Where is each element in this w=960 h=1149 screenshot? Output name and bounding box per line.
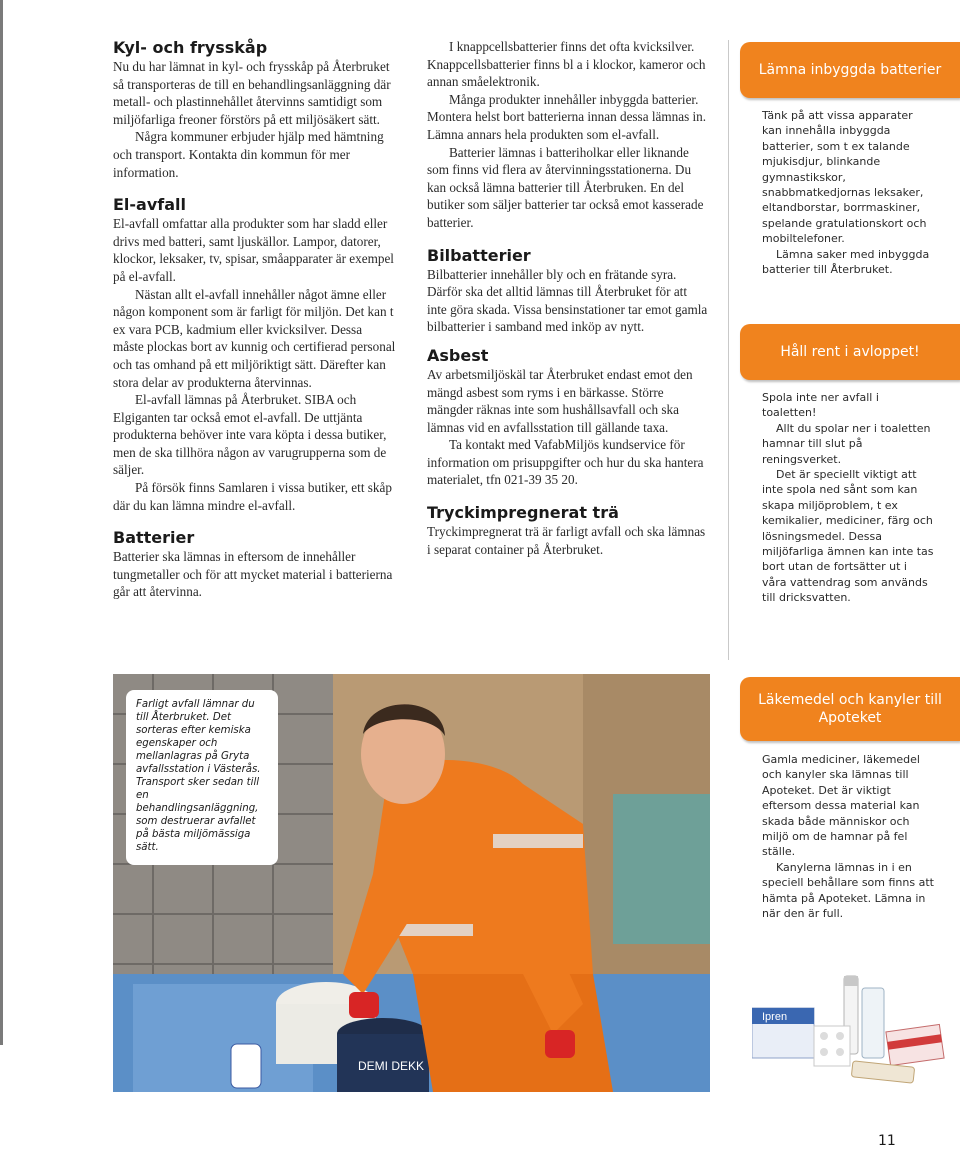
spray-bottle-icon xyxy=(862,988,884,1058)
pill-strip-icon xyxy=(851,1061,914,1083)
el-paragraph-2: Nästan allt el-avfall innehåller något ämne eller någon komponent som är farligt för miljön. Det kan t ex vara PCB, kadmium eller kvicksilver. Dessa måste plockas bort av kunnig och certifierad personal och tas omhand på ett miljöriktigt sätt. Därefter kan stora delar av produkterna återvinnas. xyxy=(113,286,396,390)
box-header-avloppet xyxy=(740,324,960,380)
el-paragraph-1: El-avfall omfattar alla produkter som har sladd eller drivs med batteri, samt ljuskällor. Lampor, datorer, klockor, leksaker, tv, spisar, småapparater är exempel på el-avfall. xyxy=(113,216,394,284)
box2-paragraph-1: Spola inte ner avfall i toaletten! xyxy=(762,391,879,420)
column-2 xyxy=(427,38,710,558)
box-body-lakemedel xyxy=(762,752,934,921)
asbest-paragraph-1: Av arbetsmiljöskäl tar Återbruket endast emot den mängd asbest som ryms i en bärkasse. Större mängder räknas inte som hushållsavfall och ska lämnas vid en avfallsstation till gällande taxa. xyxy=(427,366,693,435)
box-header-lakemedel xyxy=(740,677,960,741)
box2-paragraph-3: Det är speciellt viktigt att inte spola ned sånt som kan skapa miljöproblem, t ex kemikalier, mediciner, färg och lösningsmedel. Dessa miljöfarliga ämnen kan inte tas bort utan de fortsätter ut i våra vattendrag som används till dricksvatten. xyxy=(762,468,934,605)
el-paragraph-3: El-avfall lämnas på Återbruket. SIBA och Elgiganten tar också emot el-avfall. De uttjänta produkterna behöver inte vara köpta i dessa butiker, men de ska tillhöra någon av varugrupperna som de säljer. xyxy=(113,392,387,478)
heading-bilbatterier: Bilbatterier xyxy=(427,245,531,265)
box-title-lakemedel: Läkemedel och kanyler till Apoteket xyxy=(758,692,942,726)
red-glove-right xyxy=(545,1030,575,1058)
asbest-paragraph-2: Ta kontakt med VafabMiljös kundservice för information om prisuppgifter och hur du ska hantera materialet, tfn 021-39 35 20. xyxy=(427,437,704,488)
heading-batterier: Batterier xyxy=(113,528,195,548)
kyl-paragraph-1: Nu du har lämnat in kyl- och frysskåp på Återbruket så transporteras de till en behandlingsanläggning där metall- och plastinnehållet återvinns samtidigt som miljöfarliga freoner förstörs på ett miljösäkert sätt. xyxy=(113,59,391,127)
page-number: 11 xyxy=(878,1133,896,1149)
heading-kyl: Kyl- och frysskåp xyxy=(113,38,268,57)
box-title-avloppet: Håll rent i avloppet! xyxy=(780,344,920,360)
red-glove-left xyxy=(349,992,379,1018)
box1-paragraph-1: Tänk på att vissa apparater kan innehålla inbyggda batterier, som t ex talande mjukisdjur, blinkande gymnastikskor, snabbmatkedjornas leksaker, eltandborstar, borrmaskiner, spelande gratulationskort och mobiltelefoner. xyxy=(762,109,927,246)
box1-paragraph-2: Lämna saker med inbyggda batterier till Återbruket. xyxy=(762,247,930,277)
photo-caption: Farligt avfall lämnar du till Återbruket. Det sorteras efter kemiska egenskaper och mellanlagras på Gryta avfallsstation i Västerås. Transport sker sedan till en behandlingsanläggning, som destruerar avfallet på bästa miljömässiga sätt. xyxy=(126,690,278,865)
box-title-inbyggda-batterier: Lämna inbyggda batterier xyxy=(758,62,942,78)
blister-pack-icon xyxy=(814,1026,850,1066)
batterier-paragraph-3: Många produkter innehåller inbyggda batterier. Montera helst bort batterierna innan dessa lämnas in. Lämna annars hela produkten som el-avfall. xyxy=(427,91,707,142)
kyl-paragraph-2: Några kommuner erbjuder hjälp med hämtning och transport. Kontakta din kommun för mer information. xyxy=(113,129,384,180)
el-paragraph-4: På försök finns Samlaren i vissa butiker, ett skåp där du kan lämna mindre el-avfall. xyxy=(113,480,392,513)
heading-asbest: Asbest xyxy=(427,345,489,365)
spray-can xyxy=(231,1044,261,1088)
box-body-avloppet xyxy=(762,390,934,606)
medicines-illustration xyxy=(752,968,952,1088)
batterier-paragraph-4: Batterier lämnas i batteriholkar eller liknande som finns vid flera av återvinningsstationerna. Du kan också lämna batterier till Återbruken. En del butiker som säljer batterier tar också emot kasserade batterier. xyxy=(427,144,704,230)
box3-paragraph-2: Kanylerna lämnas in i en speciell behållare som finns att hämta på Apoteket. Lämna in när den är full. xyxy=(762,860,934,921)
tryckimpregnerat-paragraph: Tryckimpregnerat trä är farligt avfall och ska lämnas i separat container på Återbruket. xyxy=(427,524,706,557)
bilbatterier-paragraph: Bilbatterier innehåller bly och en frätande syra. Därför ska det alltid lämnas till Återbruket för att inte göra skada. Vissa bensinstationer tar emot gamla bilbatterier i samband med inköp av nytt. xyxy=(427,266,708,335)
batterier-paragraph-1: Batterier ska lämnas in eftersom de innehåller tungmetaller och för att mycket material i batterierna går att återvinna. xyxy=(113,549,393,600)
box2-paragraph-2: Allt du spolar ner i toaletten hamnar till slut på reningsverket. xyxy=(762,421,931,466)
heading-el-avfall: El-avfall xyxy=(113,195,187,215)
box3-paragraph-1: Gamla mediciner, läkemedel och kanyler ska lämnas till Apoteket. Det är viktigt eftersom dessa material kan skada både människor och miljö om de hamnar på fel ställe. xyxy=(762,753,920,859)
column-divider xyxy=(728,40,729,660)
box-header-inbyggda-batterier xyxy=(740,42,960,98)
box-body-inbyggda-batterier xyxy=(762,108,934,277)
batterier-paragraph-2: I knappcellsbatterier finns det ofta kvicksilver. Knappcellsbatterier finns bl a i klockor, kameror och annan småelektronik. xyxy=(427,39,706,90)
heading-tryckimpregnerat: Tryckimpregnerat trä xyxy=(427,503,619,523)
column-1 xyxy=(113,38,396,601)
page-edge-bar xyxy=(0,0,3,1045)
ipren-label: Ipren xyxy=(762,1011,788,1023)
paint-can-label: DEMI DEKK xyxy=(358,1059,425,1073)
